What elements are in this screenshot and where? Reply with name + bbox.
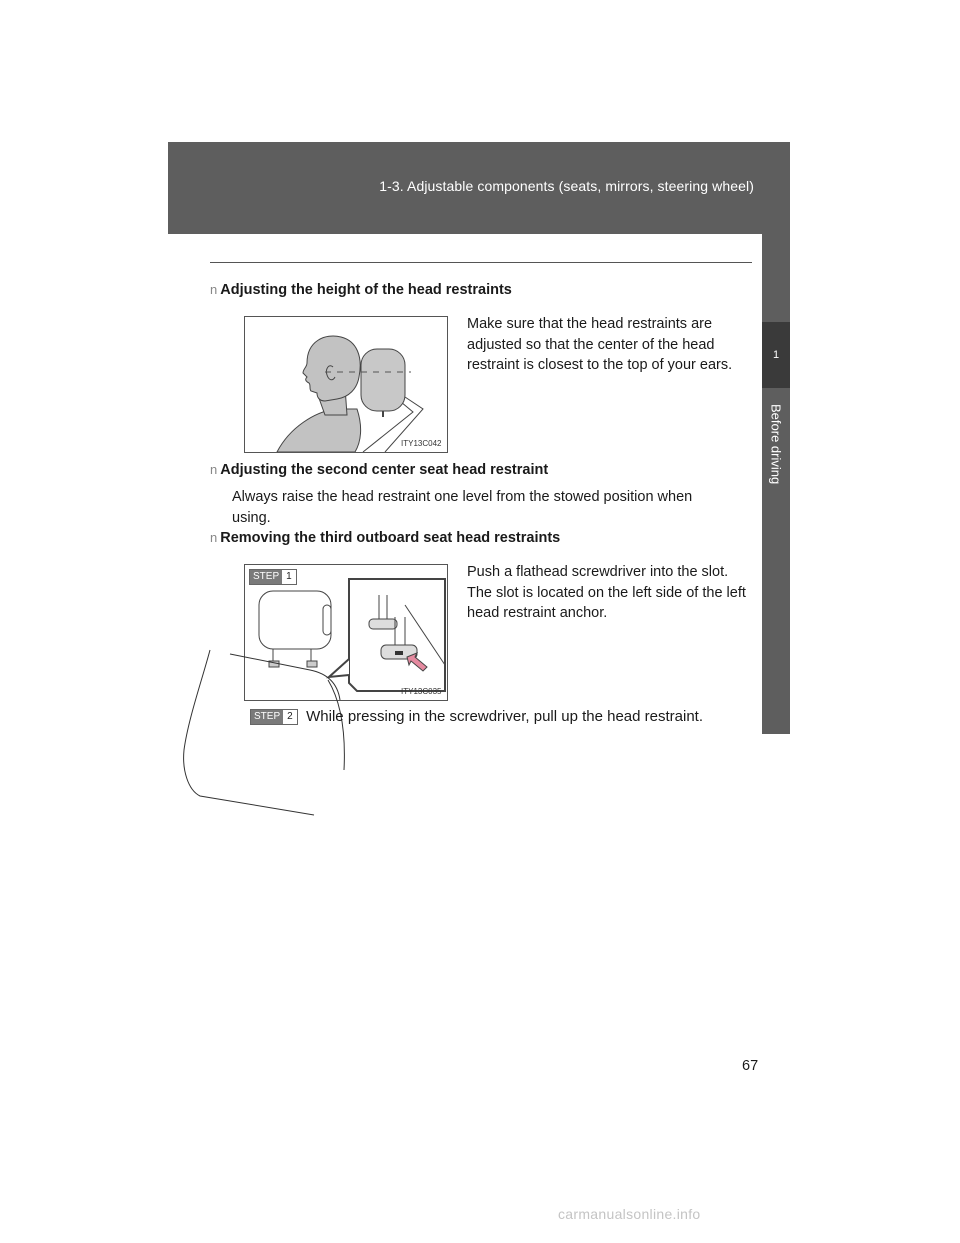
section-heading-2 (210, 462, 548, 478)
step-number: 1 (282, 570, 296, 584)
person-head-restraint-illustration (245, 317, 447, 452)
section-heading-1 (210, 282, 512, 298)
step-1-tag (249, 569, 297, 585)
head-restraint-height-figure (244, 316, 448, 453)
step-2-tag (250, 709, 298, 725)
chapter-number: 1 (762, 322, 790, 388)
bullet-icon: n (210, 462, 218, 477)
step-label: STEP (250, 570, 282, 584)
section-2-text: Always raise the head restraint one level from the stowed position when using. (232, 489, 693, 526)
chapter-label: Before driving (768, 404, 784, 485)
heading-text: Adjusting the height of the head restraints (220, 282, 512, 298)
figure-code: ITY13C035 (401, 687, 442, 696)
heading-text: Adjusting the second center seat head restraint (220, 462, 549, 478)
bullet-icon: n (210, 530, 218, 545)
step-2-row (250, 707, 704, 728)
watermark-text: carmanualsonline.info (558, 1206, 701, 1222)
bullet-icon: n (210, 282, 218, 297)
step-number: 2 (283, 710, 297, 724)
header-band (168, 142, 790, 234)
section-header-title: 1-3. Adjustable components (seats, mirrors, steering wheel) (379, 178, 754, 194)
step-1-text: Push a flathead screwdriver into the slot. The slot is located on the left side of the left head restraint anchor. (467, 564, 746, 621)
step-2-text: While pressing in the screwdriver, pull up the head restraint. (306, 708, 704, 725)
figure-code: ITY13C042 (401, 439, 442, 448)
section-heading-3 (210, 530, 560, 546)
seat-outline-illustration (180, 640, 360, 820)
heading-text: Removing the third outboard seat head restraints (220, 530, 561, 546)
top-divider (210, 262, 752, 263)
page-number: 67 (742, 1058, 759, 1074)
chapter-side-tab (762, 234, 790, 734)
section-1-text: Make sure that the head restraints are adjusted so that the center of the head restraint is closest to the top of your ears. (467, 316, 733, 373)
step-label: STEP (251, 710, 283, 724)
